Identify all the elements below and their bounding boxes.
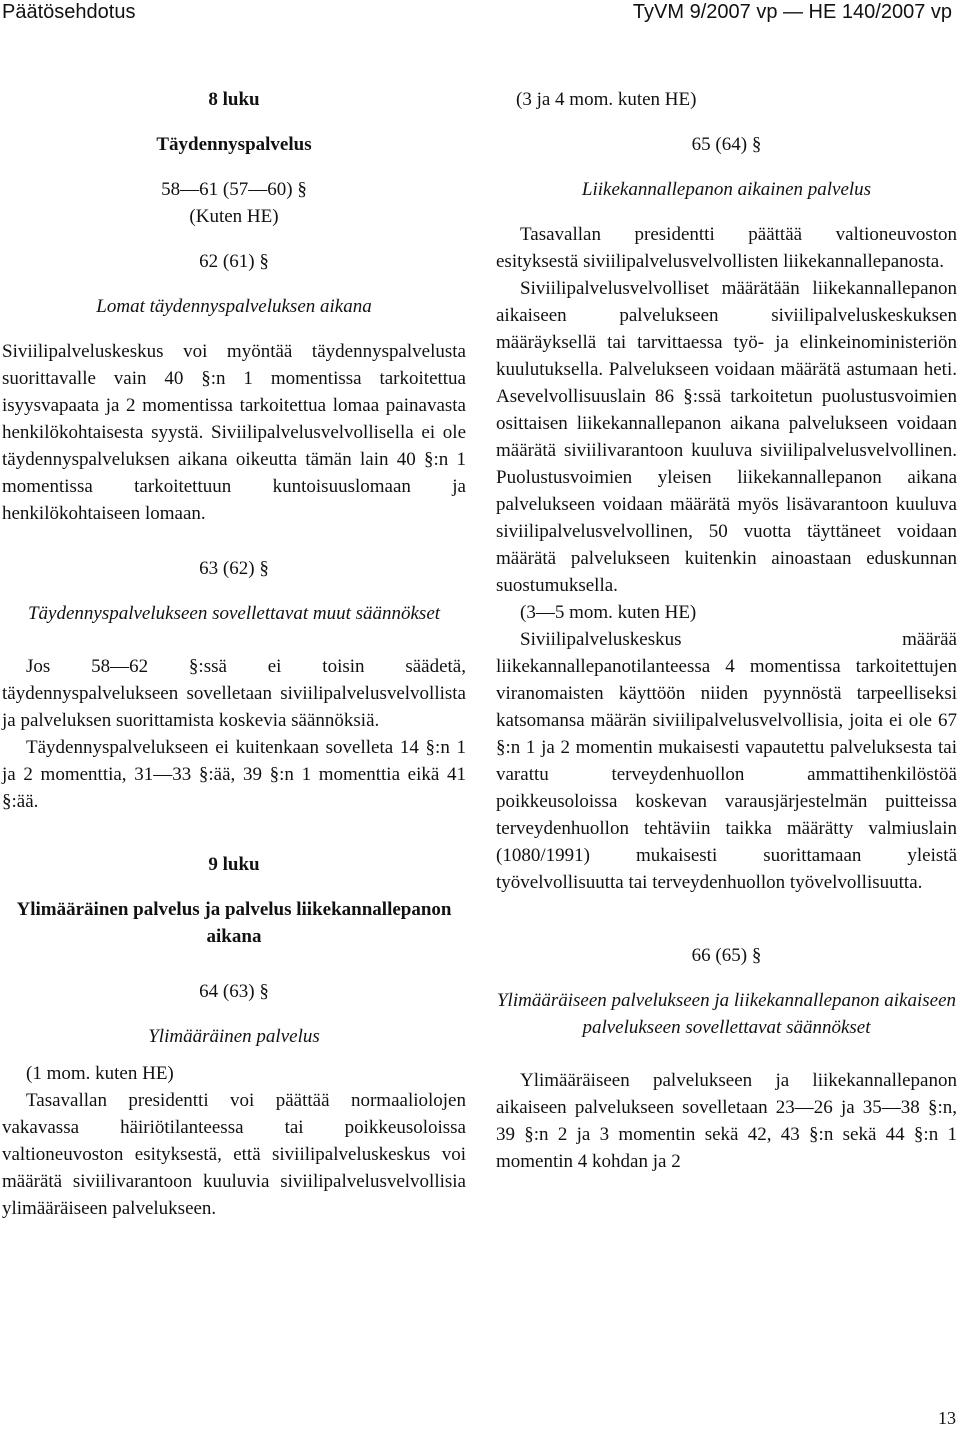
running-header-left: Päätösehdotus <box>2 1 136 23</box>
paragraph: Siviilipalveluskeskus voi myöntää täydennyspalvelusta suorittavalle vain 40 §:n 1 momentissa tarkoitettua isyysvapaata ja 2 momentissa tarkoitettua lomaa painavasta henkilökohtaisesta syystä. Siviilipalvelusvelvollisella ei ole täydennyspalveluksen aikana oikeutta tämän lain 40 §:n 1 momentissa tarkoitettuun kuntoisuuslomaan ja henkilökohtaiseen lomaan. <box>2 341 466 524</box>
left-column <box>2 86 466 1222</box>
page-number: 13 <box>938 1408 956 1428</box>
section-number: 58—61 (57—60) § <box>161 179 307 200</box>
section-note: (Kuten HE) <box>189 206 279 227</box>
right-column <box>496 86 957 1175</box>
section-number: 63 (62) § <box>199 558 269 579</box>
paragraph: Jos 58—62 §:ssä ei toisin säädetä, täydennyspalvelukseen sovelletaan siviilipalvelusvelvollista ja palveluksen suorittamista koskevia säännöksiä. <box>2 656 466 731</box>
section-number: 65 (64) § <box>691 134 762 155</box>
running-header-right: TyVM 9/2007 vp — HE 140/2007 vp <box>632 1 952 23</box>
paragraph: Tasavallan presidentti päättää valtioneuvoston esityksestä siviilipalvelusvelvollisten liikekannallepanosta. <box>496 224 957 272</box>
section-note: (3 ja 4 mom. kuten HE) <box>516 89 697 110</box>
chapter-heading: 9 luku <box>208 854 260 875</box>
paragraph: Siviilipalveluskeskus määrää liikekannallepanotilanteessa 4 momentissa tarkoitettujen viranomaisten käyttöön niiden pyynnöstä tarpeelliseksi katsomansa määrän siviilipalvelusvelvollisia, joita ei ole 67 §:n 1 ja 2 momentin mukaisesti vapautettu palveluksesta tai varattu terveydenhuollon ammattihenkilöstöä poikkeusoloissa koskevan varausjärjestelmän puitteissa terveydenhuollon tehtäviin taikka määrätty valmiuslain (1080/1991) mukaisesti suorittamaan yleistä työvelvollisuutta tai terveydenhuollon työvelvollisuutta. <box>496 629 957 893</box>
paragraph: Siviilipalvelusvelvolliset määrätään liikekannallepanon aikaiseen palvelukseen siviilipalveluskeskuksen määräyksellä tai tarvittaessa työ- ja elinkeinoministeriön kuulutuksella. Palvelukseen voidaan määrätä astumaan heti. Asevelvollisuuslain 86 §:ssä tarkoitetun puolustusvoimien osittaisen liikekannallepanon aikana palvelukseen voidaan määrätä siviilivarantoon kuuluva siviilipalvelusvelvollinen. Puolustusvoimien yleisen liikekannallepanon aikana palvelukseen voidaan määrätä myös lisävarantoon kuuluva siviilipalvelusvelvollinen, 50 vuotta täyttäneet voidaan määrätä palvelukseen kuitenkin ainoastaan eduskunnan suostumuksella. <box>496 278 957 596</box>
chapter-title: Ylimääräinen palvelus ja palvelus liikekannallepanon aikana <box>16 899 452 947</box>
section-title: Liikekannallepanon aikainen palvelus <box>581 179 872 200</box>
section-title: Ylimääräinen palvelus <box>148 1026 320 1047</box>
section-number: 64 (63) § <box>199 981 269 1002</box>
section-title: Täydennyspalvelukseen sovellettavat muut säännökset <box>27 603 441 624</box>
section-title: Lomat täydennyspalveluksen aikana <box>96 296 372 317</box>
section-number: 62 (61) § <box>199 251 269 272</box>
section-note: (1 mom. kuten HE) <box>26 1063 174 1084</box>
section-number: 66 (65) § <box>691 945 762 966</box>
paragraph: Ylimääräiseen palvelukseen ja liikekannallepanon aikaiseen palvelukseen sovelletaan 23—26 ja 35—38 §:n, 39 §:n 2 ja 3 momentin sekä 42, 43 §:n sekä 44 §:n 1 momentin 4 kohdan ja 2 <box>496 1070 957 1172</box>
chapter-title: Täydennyspalvelus <box>156 134 312 155</box>
section-note: (3—5 mom. kuten HE) <box>520 602 697 623</box>
section-title: Ylimääräiseen palvelukseen ja liikekannallepanon aikaiseen palvelukseen sovellettavat säännökset <box>496 990 957 1038</box>
paragraph: Täydennyspalvelukseen ei kuitenkaan sovelleta 14 §:n 1 ja 2 momenttia, 31—33 §:ää, 39 §:n 1 momenttia eikä 41 §:ää. <box>2 737 466 812</box>
paragraph: Tasavallan presidentti voi päättää normaaliolojen vakavassa häiriötilanteessa tai poikkeusoloissa valtioneuvoston esityksestä, että siviilipalveluskeskus voi määrätä siviilivarantoon kuuluvia siviilipalvelusvelvollisia ylimääräiseen palvelukseen. <box>2 1090 466 1219</box>
chapter-heading: 8 luku <box>208 89 260 110</box>
